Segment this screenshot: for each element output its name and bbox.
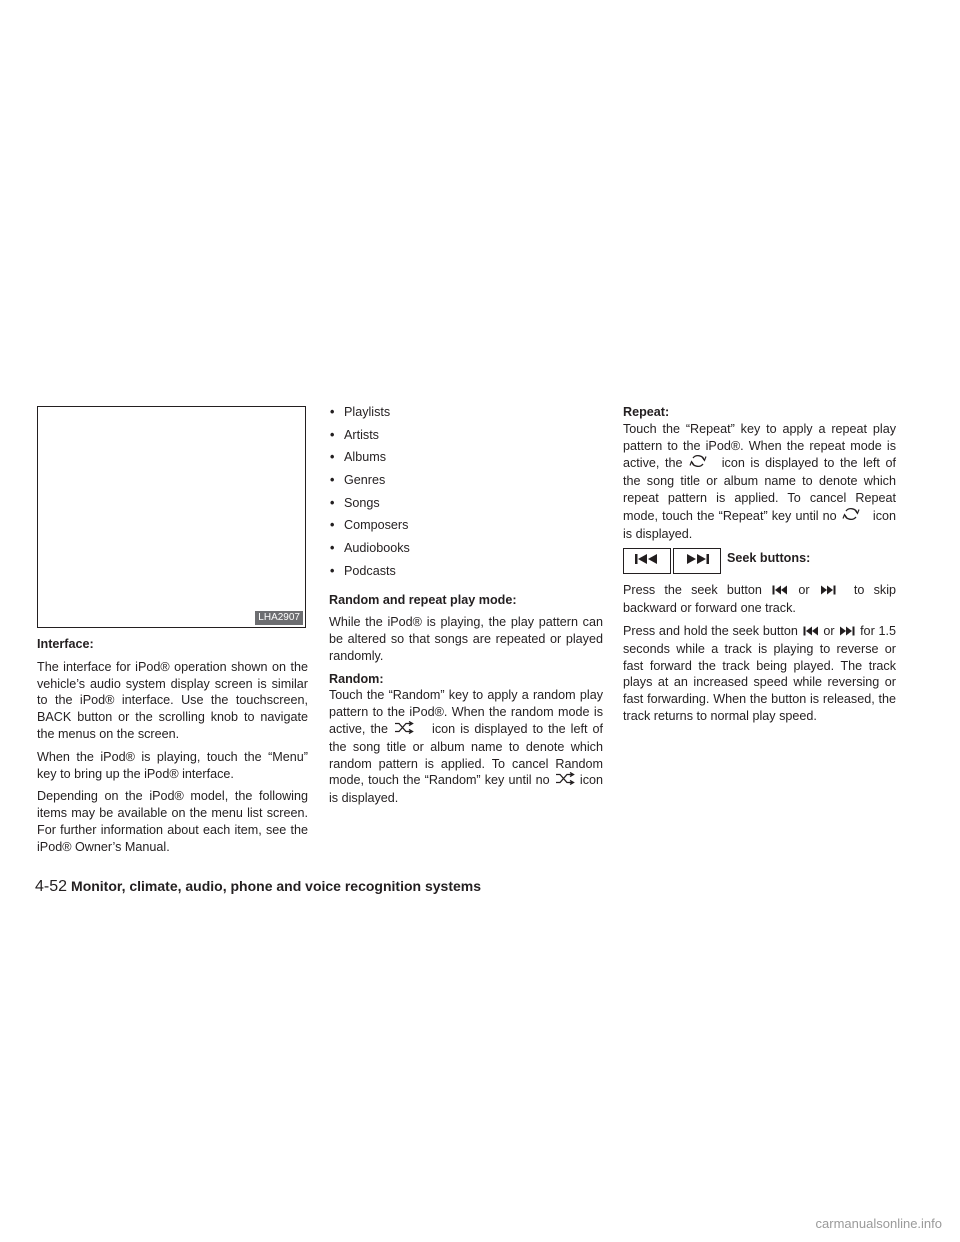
- list-item: • Audiobooks: [330, 541, 410, 556]
- column-2: [329, 404, 603, 813]
- interface-paragraph-2: When the iPod® is playing, touch the “Menu” key to bring up the iPod® interface.: [37, 749, 308, 781]
- skip-forward-icon: [839, 624, 855, 641]
- interface-paragraph-3: Depending on the iPod® model, the following items may be available on the menu list screen. For further information about each item, see the iPod® Owner’s Manual.: [37, 789, 308, 854]
- page-footer: [35, 878, 481, 896]
- list-item: • Playlists: [330, 405, 391, 419]
- repeat-paragraph: Touch the “Repeat” key to apply a repeat play pattern to the iPod®. When the repeat mode is active, the icon is displayed to the left of the song title or album name to denote which repeat pattern is applied. To cancel Repeat mode, touch the “Repeat” key until no icon is displayed.: [623, 421, 897, 541]
- watermark: carmanualsonline.info: [815, 1216, 942, 1231]
- list-item: • Artists: [330, 427, 379, 442]
- list-item: • Genres: [330, 473, 386, 488]
- skip-forward-icon: [820, 583, 836, 600]
- repeat-icon: [689, 454, 707, 473]
- seek-paragraph-2: Press and hold the seek button or for 1.5 seconds while a track is playing to reverse or fast forward the track being played. The track plays at an increased speed while reversing or fast forwarding. When the button is released, the track returns to normal play speed.: [623, 623, 897, 723]
- random-heading: Random:: [329, 671, 384, 686]
- random-repeat-heading: Random and repeat play mode:: [329, 592, 517, 607]
- repeat-icon: [842, 507, 860, 526]
- figure-ipod-interface: [37, 406, 306, 628]
- random-repeat-intro: While the iPod® is playing, the play pattern can be altered so that songs are repeated or played randomly.: [329, 615, 603, 663]
- skip-back-icon: [772, 583, 788, 600]
- skip-back-icon: [803, 624, 819, 641]
- list-item: • Composers: [330, 518, 409, 533]
- list-item: • Podcasts: [330, 563, 396, 578]
- random-paragraph: Touch the “Random” key to apply a random play pattern to the iPod®. When the random mode is active, the icon is displayed to the left of the song title or album name to denote which random pattern is applied. To cancel Random mode, touch the “Random” key until no icon is displayed.: [329, 688, 604, 806]
- menu-item-list: [329, 404, 603, 586]
- interface-paragraph-1: The interface for iPod® operation shown on the vehicle’s audio system display screen is similar to the iPod® interface. Use the touchscreen, BACK button or the scrolling knob to navigate the menus on the screen.: [37, 659, 308, 741]
- list-item: • Albums: [330, 450, 386, 465]
- seek-paragraph-1: Press the seek button or to skip backward or forward one track.: [623, 583, 897, 616]
- repeat-heading: Repeat:: [623, 405, 670, 419]
- skip-forward-icon: [684, 553, 710, 570]
- page-number: 4-52: [35, 878, 68, 895]
- skip-back-icon: [634, 553, 660, 570]
- list-item: • Songs: [330, 495, 380, 510]
- section-title: Monitor, climate, audio, phone and voice recognition systems: [71, 878, 481, 894]
- column-3: [623, 404, 896, 731]
- column-1: [37, 406, 308, 862]
- figure-code: LHA2907: [255, 611, 303, 625]
- seek-heading: Seek buttons:: [727, 551, 811, 566]
- skip-forward-button: [673, 548, 721, 574]
- shuffle-icon: [555, 772, 575, 790]
- interface-heading: Interface:: [37, 637, 94, 651]
- shuffle-icon: [394, 721, 414, 739]
- seek-buttons-figure: [623, 548, 896, 574]
- skip-back-button: [623, 548, 671, 574]
